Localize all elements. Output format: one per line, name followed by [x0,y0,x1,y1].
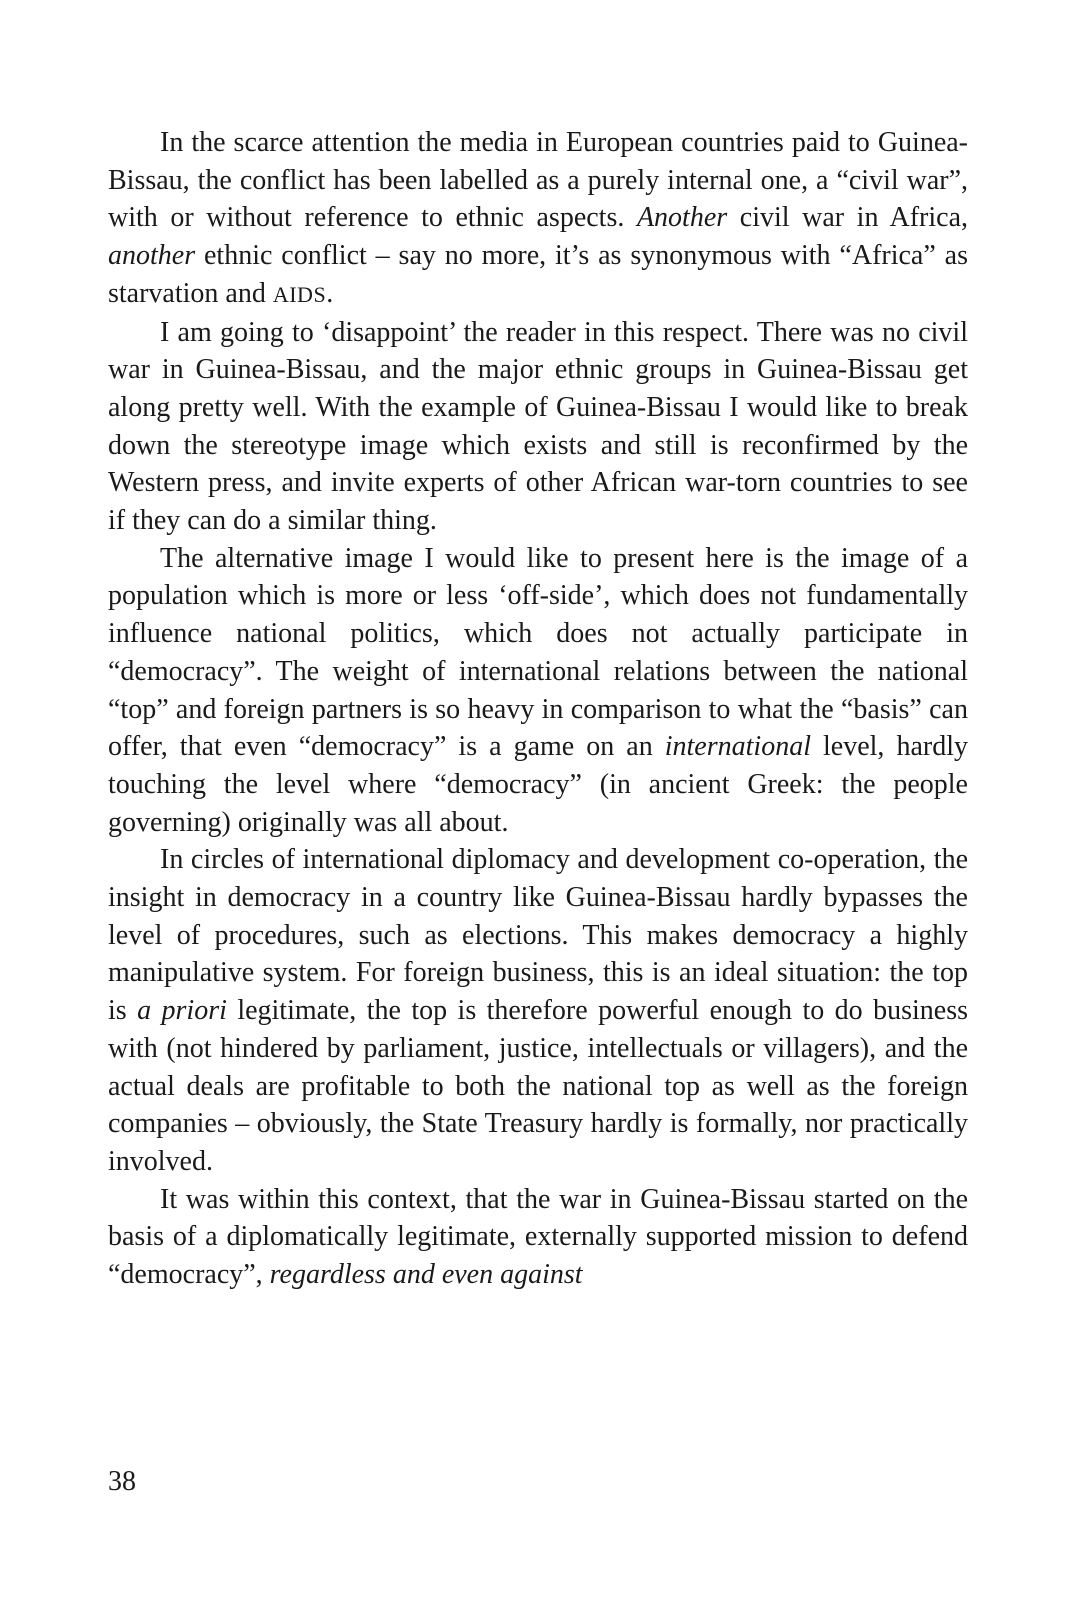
paragraph-3-part-1: The alternative image I would like to present here is the image of a population which is more or less ‘off-side’, which does not fundamentally influence national politics, which does not actually participate in “democracy”. The weight of international relations between the national “top” and foreign partners is so heavy in comparison to what the “basis” can offer, that even “democracy” is a game on an [108,542,968,763]
page-number: 38 [108,1466,136,1497]
paragraph-3 [108,540,968,842]
paragraph-5-italic-regardless: regardless and even against [269,1259,583,1291]
paragraph-5 [108,1181,968,1294]
paragraph-4-italic-a-priori: a priori [137,995,227,1027]
paragraph-1-part-7: . [326,277,334,309]
paragraph-1-part-5: ethnic conflict – say no more, it’s as synonymous with “Africa” as starvation and [108,240,968,309]
paragraph-4 [108,841,968,1180]
paragraph-2 [108,314,968,540]
body-text [108,124,968,1294]
paragraph-1-italic-another-2: another [108,240,196,272]
paragraph-4-part-1: In circles of international diplomacy and development co-operation, the insight in democracy in a country like Guinea-Bissau hardly bypasses the level of procedures, such as elections. This makes democracy a highly manipulative system. For foreign business, this is an ideal situation: the top is [108,844,968,1027]
paragraph-2-part-1: I am going to ‘disappoint’ the reader in this respect. There was no civil war in Guinea-Bissau, and the major ethnic groups in Guinea-Bissau get along pretty well. With the example of Guinea-Bissau I would like to break down the stereotype image which exists and still is reconfirmed by the Western press, and invite experts of other African war-torn countries to see if they can do a similar thing. [108,316,968,537]
paragraph-1-italic-another-1: Another [636,202,728,234]
paragraph-3-italic-international: international [664,731,811,763]
paragraph-1-part-1: In the scarce attention the media in European countries paid to Guinea-Bissau, the conflict has been labelled as a purely internal one, a “civil war”, with or without reference to ethnic aspects. [108,127,968,234]
paragraph-1-smallcaps-aids: AIDS [272,281,327,307]
paragraph-3-part-3: level, hardly touching the level where “democracy” (in ancient Greek: the people governing) originally was all about. [108,731,968,838]
paragraph-1-part-3: civil war in Africa, [727,202,969,234]
paragraph-1 [108,124,968,314]
paragraph-4-part-3: legitimate, the top is therefore powerful enough to do business with (not hindered by parliament, justice, intellectuals or villagers), and the actual deals are profitable to both the national top as well as the foreign companies – obviously, the State Treasury hardly is formally, nor practically involved. [108,995,968,1177]
paragraph-5-part-1: It was within this context, that the war in Guinea-Bissau started on the basis of a diplomatically legitimate, externally supported mission to defend “democracy”, [108,1183,968,1291]
